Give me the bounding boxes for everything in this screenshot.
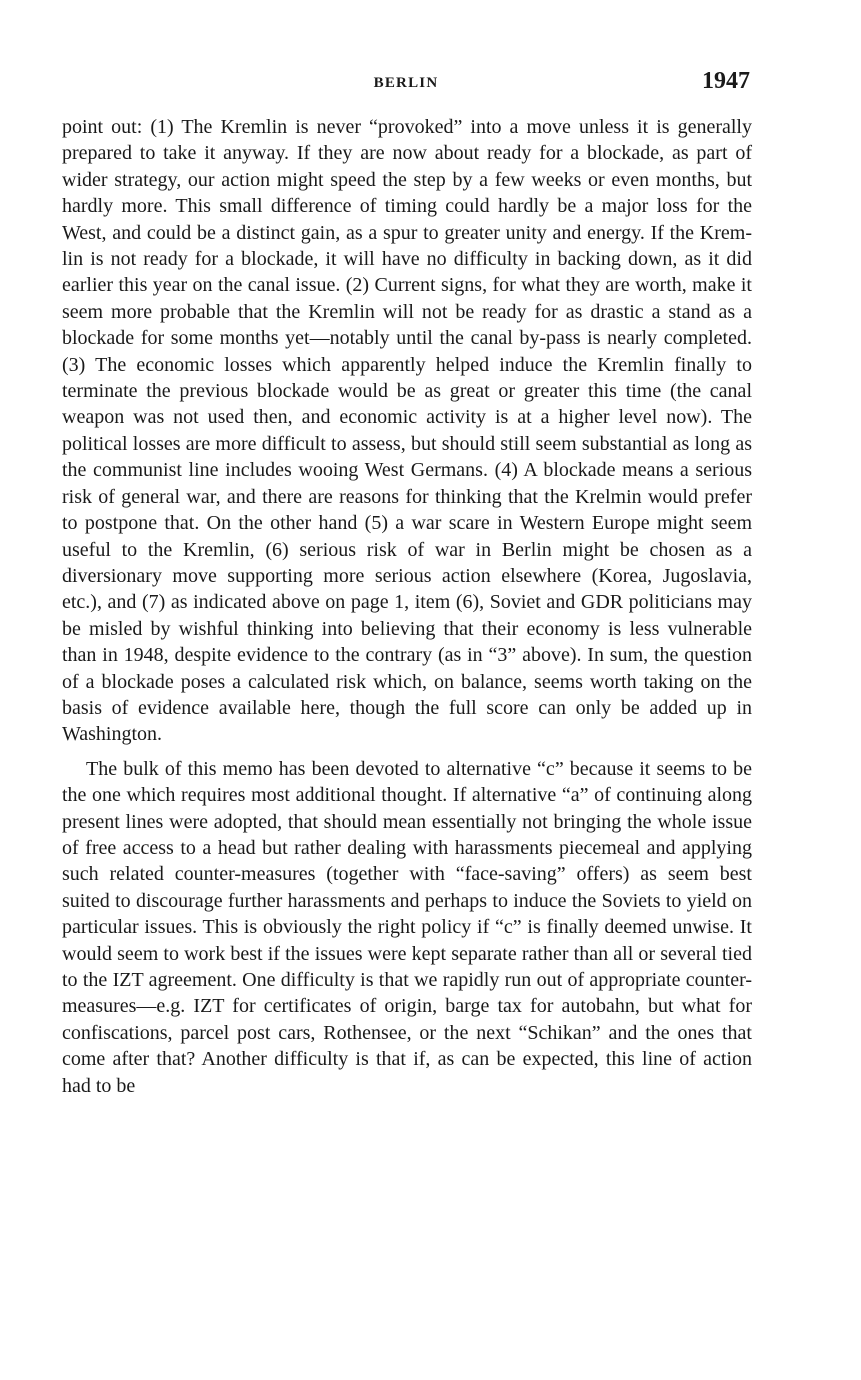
body-text	[62, 114, 752, 1099]
running-title: BERLIN	[373, 75, 439, 91]
running-head	[62, 68, 750, 102]
paragraph-continuation: point out: (1) The Kremlin is never “provoked” into a move unless it is generally prepared to take it anyway. If they are now about ready for a blockade, as part of wider strategy, our action might speed the step by a few weeks or even months, but hardly more. This small difference of timing could hardly be a major loss for the West, and could be a distinct gain, as a spur to greater unity and energy. If the Kremlin is not ready for a blockade, it will have no difficulty in backing down, as it did earlier this year on the canal issue. (2) Current signs, for what they are worth, make it seem more probable that the Kremlin will not be ready for as drastic a stand as a blockade for some months yet—notably until the canal by-pass is nearly completed. (3) The economic losses which apparently helped induce the Kremlin finally to terminate the previous blockade would be as great or greater this time (the canal weapon was not used then, and economic activity is at a higher level now). The political losses are more difficult to assess, but should still seem substantial as long as the communist line includes wooing West Germans. (4) A blockade means a serious risk of general war, and there are reasons for thinking that the Krelmin would prefer to postpone that. On the other hand (5) a war scare in Western Europe might seem useful to the Kremlin, (6) serious risk of war in Berlin might be chosen as a diversionary move supporting more serious action elsewhere (Korea, Jugoslavia, etc.), and (7) as indicated above on page 1, item (6), Soviet and GDR politicians may be misled by wishful thinking into believing that their economy is less vulnerable than in 1948, despite evidence to the contrary (as in “3” above). In sum, the question of a blockade poses a calculated risk which, on balance, seems worth taking on the basis of evidence available here, though the full score can only be added up in Washington.	[62, 116, 752, 746]
page-number: 1947	[702, 68, 750, 94]
paragraph-alternatives: The bulk of this memo has been devoted to alternative “c” because it seems to be the one which requires most additional thought. If alternative “a” of continuing along present lines were adopted, that should mean essentially not bringing the whole issue of free access to a head but rather dealing with harassments piecemeal and applying such related counter-measures (together with “face-saving” offers) as seem best suited to discourage further harassments and perhaps to induce the Soviets to yield on particular issues. This is obviously the right policy if “c” is finally deemed unwise. It would seem to work best if the issues were kept separate rather than all or several tied to the IZT agreement. One difficulty is that we rapidly run out of appropriate counter-measures—e.g. IZT for certificates of origin, barge tax for autobahn, but what for confiscations, parcel post cars, Rothensee, or the next “Schikan” and the ones that come after that? Another difficulty is that if, as can be expected, this line of action had to be	[62, 757, 752, 1097]
